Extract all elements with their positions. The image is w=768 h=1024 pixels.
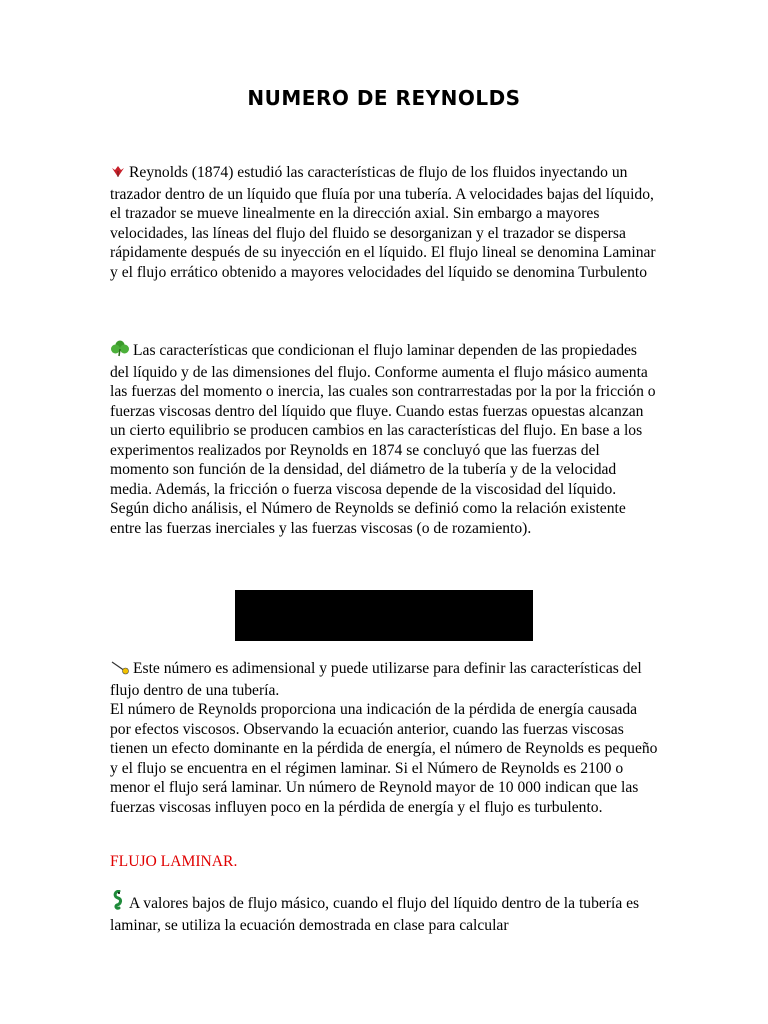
leaf-icon	[110, 165, 126, 185]
pin-icon	[110, 659, 130, 681]
paragraph-text: A valores bajos de flujo másico, cuando el flujo del líquido dentro de la tubería es laminar, se utiliza la ecuación demostrada en clase para calcular	[110, 895, 640, 934]
paragraph-continuation: El número de Reynolds proporciona una indicación de la pérdida de energía causada por efectos viscosos. Observando la ecuación anterior, cuando las fuerzas viscosas tienen un efecto dominante en la pérdida de energía, el número de Reynolds es pequeño y el flujo se encuentra en el régimen laminar. Si el Número de Reynolds es 2100 o menor el flujo será laminar. Un número de Reynold mayor de 10 000 indican que las fuerzas viscosas influyen poco en la pérdida de energía y el flujo es turbulento.	[110, 701, 658, 816]
clover-icon	[110, 339, 130, 363]
equation-image	[235, 590, 533, 641]
paragraph-text: Este número es adimensional y puede utilizarse para definir las características del flujo dentro de una tubería.	[110, 660, 642, 699]
paragraph-text: Las características que condicionan el flujo laminar dependen de las propiedades del líquido y de las dimensiones del flujo. Conforme aumenta el flujo másico aumenta las fuerzas del momento o inercia, las cuales son contrarrestadas por la por la fricción o fuerzas viscosas dentro del líquido que fluye. Cuando estas fuerzas opuestas alcanzan un cierto equilibrio se producen cambios en las características del flujo. En base a los experimentos realizados por Reynolds en 1874 se concluyó que las fuerzas del momento son función de la densidad, del diámetro de la tubería y de la velocidad media. Además, la fricción o fuerza viscosa depende de la viscosidad del líquido. Según dicho análisis, el Número de Reynolds se definió como la relación existente entre las fuerzas inerciales y las fuerzas viscosas (o de rozamiento).	[110, 342, 656, 537]
paragraph-text: Reynolds (1874) estudió las características de flujo de los fluidos inyectando un trazador dentro de un líquido que fluía por una tubería. A velocidades bajas del líquido, el trazador se mueve linealmente en la dirección axial. Sin embargo a mayores velocidades, las líneas del flujo del fluido se desorganizan y el trazador se dispersa rápidamente después de su inyección en el líquido. El flujo lineal se denomina Laminar y el flujo errático obtenido a mayores velocidades del líquido se denomina Turbulento	[110, 164, 656, 281]
paragraph-reynolds-history	[110, 163, 658, 282]
page-title: NUMERO DE REYNOLDS	[247, 86, 521, 110]
paragraph-dimensionless	[110, 659, 658, 817]
paragraph-laminar-flow	[110, 890, 658, 935]
seahorse-icon	[110, 890, 126, 916]
paragraph-laminar-conditions	[110, 339, 658, 538]
section-heading: FLUJO LAMINAR.	[110, 853, 238, 870]
